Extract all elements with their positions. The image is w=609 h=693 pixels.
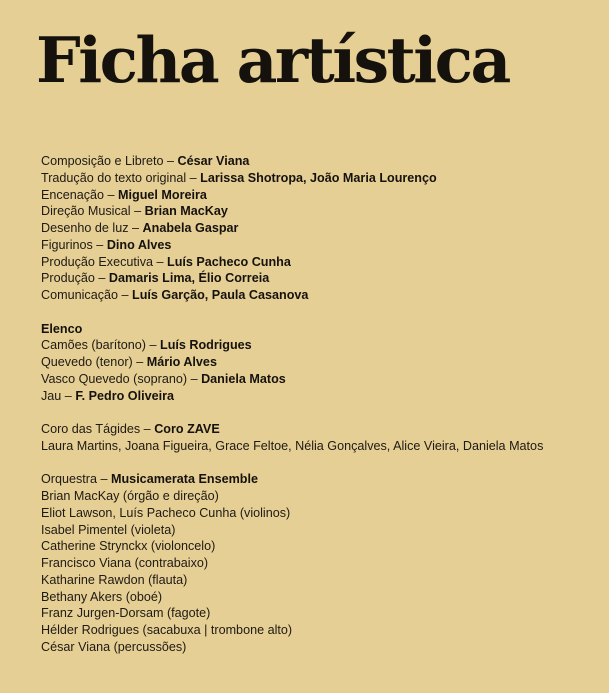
credit-name: Larissa Shotropa, João Maria Lourenço: [200, 170, 437, 185]
orchestra-member: Catherine Strynckx (violoncelo): [41, 539, 216, 554]
cast-member: [41, 371, 601, 388]
orchestra-name: Musicamerata Ensemble: [111, 472, 258, 487]
credit-role: Produção Executiva –: [41, 254, 168, 269]
cast-name: Daniela Matos: [201, 371, 286, 386]
choir-role: Coro das Tágides –: [41, 422, 155, 436]
credit-role: Direção Musical –: [41, 204, 145, 219]
credit-name: Damaris Lima, Élio Correia: [108, 271, 270, 286]
page-title: Ficha artística: [36, 23, 509, 97]
orchestra-role: Orquestra –: [41, 472, 111, 487]
credit-musical-direction: [41, 203, 601, 220]
choir-name: Coro ZAVE: [154, 422, 220, 436]
cast-name: Mário Alves: [146, 355, 217, 369]
credit-role: Figurinos –: [41, 237, 107, 252]
credit-role: Tradução do texto original –: [41, 170, 201, 185]
orchestra-member: Katharine Rawdon (flauta): [41, 572, 188, 587]
cast-member: [41, 388, 601, 405]
credit-costumes: [41, 237, 601, 254]
choir-members: Laura Martins, Joana Figueira, Grace Feltoe, Nélia Gonçalves, Alice Vieira, Daniela Matos: [41, 438, 544, 453]
credit-communication: [41, 287, 601, 304]
credit-role: Desenho de luz –: [41, 221, 143, 235]
credit-staging: [41, 187, 601, 204]
credit-composition: [41, 153, 601, 170]
section-spacer: [41, 304, 601, 321]
credit-translation: [41, 170, 601, 187]
cast-role: Quevedo (tenor) –: [41, 355, 147, 369]
cast-member: [41, 337, 601, 354]
cast-member: [41, 354, 601, 371]
credit-role: Composição e Libreto –: [41, 154, 178, 168]
orchestra-member: Bethany Akers (oboé): [41, 589, 163, 604]
choir-credit: [41, 421, 601, 438]
orchestra-member: Francisco Viana (contrabaixo): [41, 556, 209, 570]
orchestra-member: Hélder Rodrigues (sacabuxa | trombone alto): [41, 623, 293, 637]
credit-name: Anabela Gaspar: [142, 221, 239, 235]
cast-role: Camões (barítono) –: [41, 338, 160, 353]
orchestra-member: Brian MacKay (órgão e direção): [41, 489, 219, 503]
credit-name: Dino Alves: [106, 237, 172, 252]
section-spacer: [41, 455, 601, 472]
credit-role: Produção –: [41, 271, 109, 286]
cast-role: Jau –: [41, 388, 76, 403]
cast-heading: [41, 321, 601, 338]
credit-name: César Viana: [177, 154, 250, 168]
credits-list: [41, 153, 601, 656]
cast-name: Luís Rodrigues: [160, 338, 252, 353]
cast-heading-label: Elenco: [41, 321, 83, 336]
credit-lighting: [41, 220, 601, 237]
orchestra-member: Franz Jurgen-Dorsam (fagote): [41, 606, 211, 621]
section-spacer: [41, 404, 601, 421]
orchestra-credit: [41, 471, 601, 488]
credit-role: Encenação –: [41, 187, 119, 202]
orchestra-member: Eliot Lawson, Luís Pacheco Cunha (violinos): [41, 505, 291, 520]
credit-name: Brian MacKay: [144, 204, 228, 219]
orchestra-member: Isabel Pimentel (violeta): [41, 522, 176, 537]
credit-production: [41, 270, 601, 287]
credit-name: Miguel Moreira: [118, 187, 207, 202]
cast-role: Vasco Quevedo (soprano) –: [41, 371, 202, 386]
credit-name: Luís Garção, Paula Casanova: [132, 288, 309, 302]
orchestra-member: César Viana (percussões): [41, 639, 187, 654]
cast-name: F. Pedro Oliveira: [75, 388, 175, 403]
credit-role: Comunicação –: [41, 288, 133, 302]
credit-executive-production: [41, 254, 601, 271]
credit-name: Luís Pacheco Cunha: [167, 254, 291, 269]
